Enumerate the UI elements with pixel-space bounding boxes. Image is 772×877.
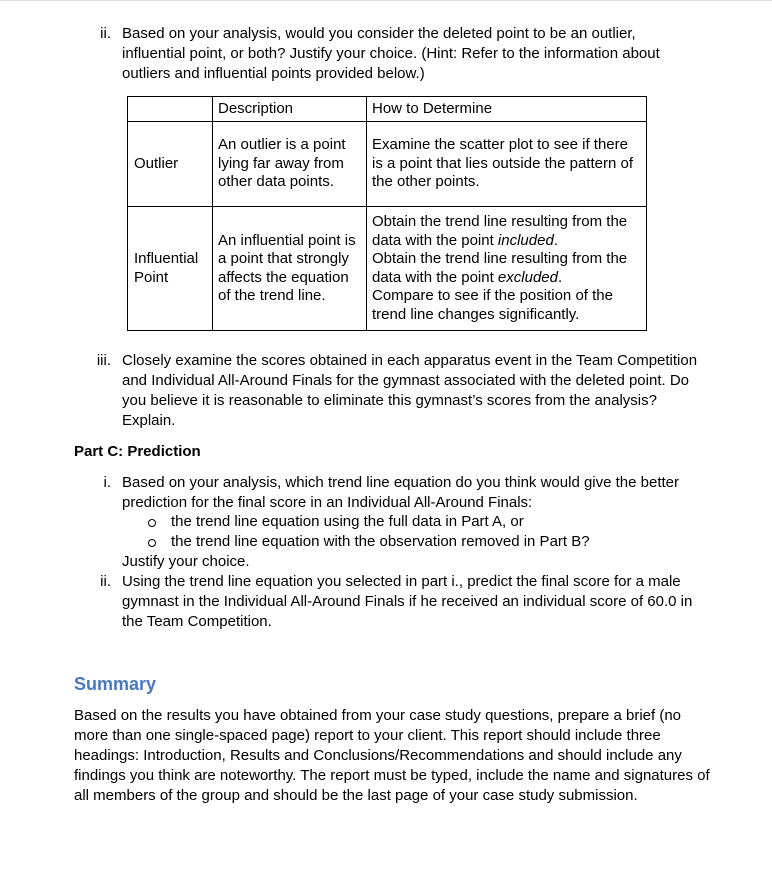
influential-how-step-2: Obtain the trend line resulting from the data with the point excluded. bbox=[372, 250, 628, 286]
question-ii bbox=[80, 24, 700, 84]
table-row bbox=[128, 122, 647, 207]
influential-how bbox=[367, 207, 647, 331]
summary-body: Based on the results you have obtained from your case study questions, prepare a brief (no more than one single-spaced page) report to your client. This report should include three headings: Introduction, Results and Conclusions/Recommendations and should include any findings you think are noteworthy. The report must be typed, include the name and signatures of all members of the group and should be the last page of your case study submission. bbox=[74, 707, 710, 804]
page-top-border bbox=[0, 0, 772, 1]
part-c-question-ii-text: Using the trend line equation you selected in part i., predict the final score for a male gymnast in the Individual All-Around Finals if he received an individual score of 60.0 in the Team Competition. bbox=[122, 573, 693, 630]
hollow-bullet-icon bbox=[148, 519, 156, 527]
part-c-question-i bbox=[80, 473, 700, 513]
influential-description: An influential point is a point that strongly affects the equation of the trend line. bbox=[213, 207, 367, 331]
outlier-how: Examine the scatter plot to see if there is a point that lies outside the pattern of the other points. bbox=[367, 122, 647, 207]
question-iii bbox=[80, 351, 700, 431]
influential-term: Influential Point bbox=[128, 207, 213, 331]
list-item bbox=[148, 512, 524, 532]
question-iii-numeral: iii. bbox=[96, 352, 111, 369]
part-c-question-ii-numeral: ii. bbox=[100, 573, 111, 590]
table-header-how: How to Determine bbox=[367, 97, 647, 122]
question-iii-text: Closely examine the scores obtained in each apparatus event in the Team Competition and Individual All-Around Finals for the gymnast associated with the deleted point. Do you believe it is reasonable to eliminate this gymnast’s scores from the analysis? Explain. bbox=[122, 352, 698, 429]
part-c-question-ii bbox=[80, 572, 700, 632]
table-row bbox=[128, 207, 647, 331]
outlier-term: Outlier bbox=[128, 122, 213, 207]
table-header-empty bbox=[128, 97, 213, 122]
influential-how-step-3: Compare to see if the position of the trend line changes significantly. bbox=[372, 287, 613, 323]
part-c-question-i-numeral: i. bbox=[103, 474, 111, 491]
influential-how-step-1: Obtain the trend line resulting from the data with the point included. bbox=[372, 213, 628, 249]
part-c-question-i-tail: Justify your choice. bbox=[122, 553, 250, 570]
hollow-bullet-icon bbox=[148, 539, 156, 547]
table-header-row bbox=[128, 97, 647, 122]
part-c-question-i-text: Based on your analysis, which trend line equation do you think would give the better prediction for the final score in an Individual All-Around Finals: bbox=[122, 474, 680, 511]
outlier-description: An outlier is a point lying far away from other data points. bbox=[213, 122, 367, 207]
question-ii-numeral: ii. bbox=[100, 25, 111, 42]
outlier-influential-table bbox=[127, 96, 647, 331]
question-ii-text: Based on your analysis, would you consider the deleted point to be an outlier, influential point, or both? Justify your choice. (Hint: Refer to the information about outliers and influential points provided below.) bbox=[122, 25, 660, 82]
summary-heading: Summary bbox=[74, 674, 157, 694]
table-header-description: Description bbox=[213, 97, 367, 122]
part-c-heading: Part C: Prediction bbox=[74, 443, 201, 460]
option-full-data: the trend line equation using the full data in Part A, or bbox=[171, 513, 524, 530]
list-item bbox=[148, 532, 590, 552]
option-observation-removed: the trend line equation with the observation removed in Part B? bbox=[171, 533, 590, 550]
